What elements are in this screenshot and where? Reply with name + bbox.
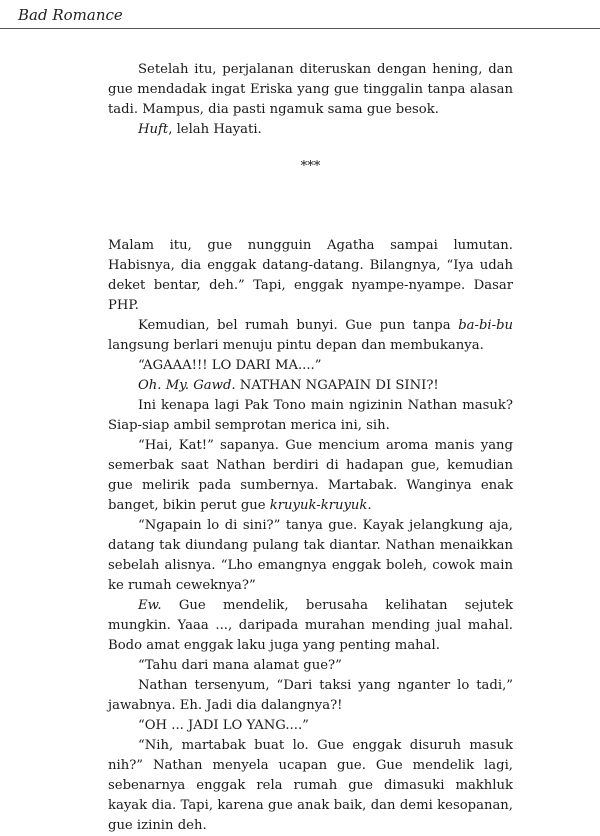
italic-text: kruyuk-kruyuk bbox=[269, 498, 368, 513]
paragraph: Ini kenapa lagi Pak Tono main ngizinin Nathan masuk? Siap-siap ambil semprotan merica ini, sih. bbox=[108, 398, 513, 433]
paragraph: Nathan tersenyum, “Dari taksi yang nganter lo tadi,” jawabnya. Eh. Jadi dia dalangnya?! bbox=[108, 678, 513, 713]
paragraph: “OH ... JADI LO YANG....” bbox=[138, 718, 309, 733]
paragraph: “AGAAA!!! LO DARI MA....” bbox=[138, 358, 322, 373]
text: NATHAN NGAPAIN DI SINI?! bbox=[235, 378, 439, 393]
header-rule bbox=[0, 28, 600, 29]
page-body bbox=[108, 60, 513, 836]
scene-separator: *** bbox=[300, 159, 321, 174]
paragraph: “Nih, martabak buat lo. Gue enggak disuruh masuk nih?” Nathan menyela ucapan gue. Gue mendelik lagi, sebenarnya enggak rela rumah gue dimasuki makhluk kayak dia. Tapi, karena gue anak baik, dan demi kesopanan, gue izinin deh. bbox=[108, 738, 513, 833]
text: . bbox=[367, 498, 372, 513]
paragraph: Setelah itu, perjalanan diteruskan dengan hening, dan gue mendadak ingat Eriska yang gue tinggalin tanpa alasan tadi. Mampus, dia pasti ngamuk sama gue besok. bbox=[108, 62, 513, 117]
paragraph bbox=[108, 436, 513, 516]
paragraph bbox=[108, 120, 513, 140]
paragraph bbox=[108, 376, 513, 396]
italic-text: Oh. My. Gawd. bbox=[138, 378, 236, 393]
text: Gue mendelik, berusaha kelihatan sejutek mungkin. Yaaa ..., daripada murahan mending jual mahal. Bodo amat enggak laku juga yang penting mahal. bbox=[108, 598, 513, 653]
italic-text: Ew. bbox=[138, 598, 162, 613]
book-title-header: Bad Romance bbox=[18, 6, 123, 24]
text: , lelah Hayati. bbox=[168, 122, 262, 137]
italic-text: ba-bi-bu bbox=[458, 318, 513, 333]
italic-text: Huft bbox=[138, 122, 169, 137]
text: “Hai, Kat!” sapanya. Gue mencium aroma manis yang semerbak saat Nathan berdiri di hadapan gue, kemudian gue melirik pada sumbernya. Martabak. Wanginya enak banget, bikin perut gue bbox=[108, 438, 513, 513]
text: Kemudian, bel rumah bunyi. Gue pun tanpa bbox=[138, 318, 459, 333]
paragraph: Malam itu, gue nungguin Agatha sampai lumutan. Habisnya, dia enggak datang-datang. Bilangnya, “Iya udah deket bentar, deh.” Tapi, enggak nyampe-nyampe. Dasar PHP. bbox=[108, 238, 513, 313]
paragraph bbox=[108, 316, 513, 356]
text: langsung berlari menuju pintu depan dan membukanya. bbox=[108, 338, 484, 353]
paragraph: “Ngapain lo di sini?” tanya gue. Kayak jelangkung aja, datang tak diundang pulang tak diantar. Nathan menaikkan sebelah alisnya. “Lho emangnya enggak boleh, cowok main ke rumah ceweknya?” bbox=[108, 518, 513, 593]
paragraph: “Tahu dari mana alamat gue?” bbox=[138, 658, 342, 673]
paragraph bbox=[108, 596, 513, 656]
